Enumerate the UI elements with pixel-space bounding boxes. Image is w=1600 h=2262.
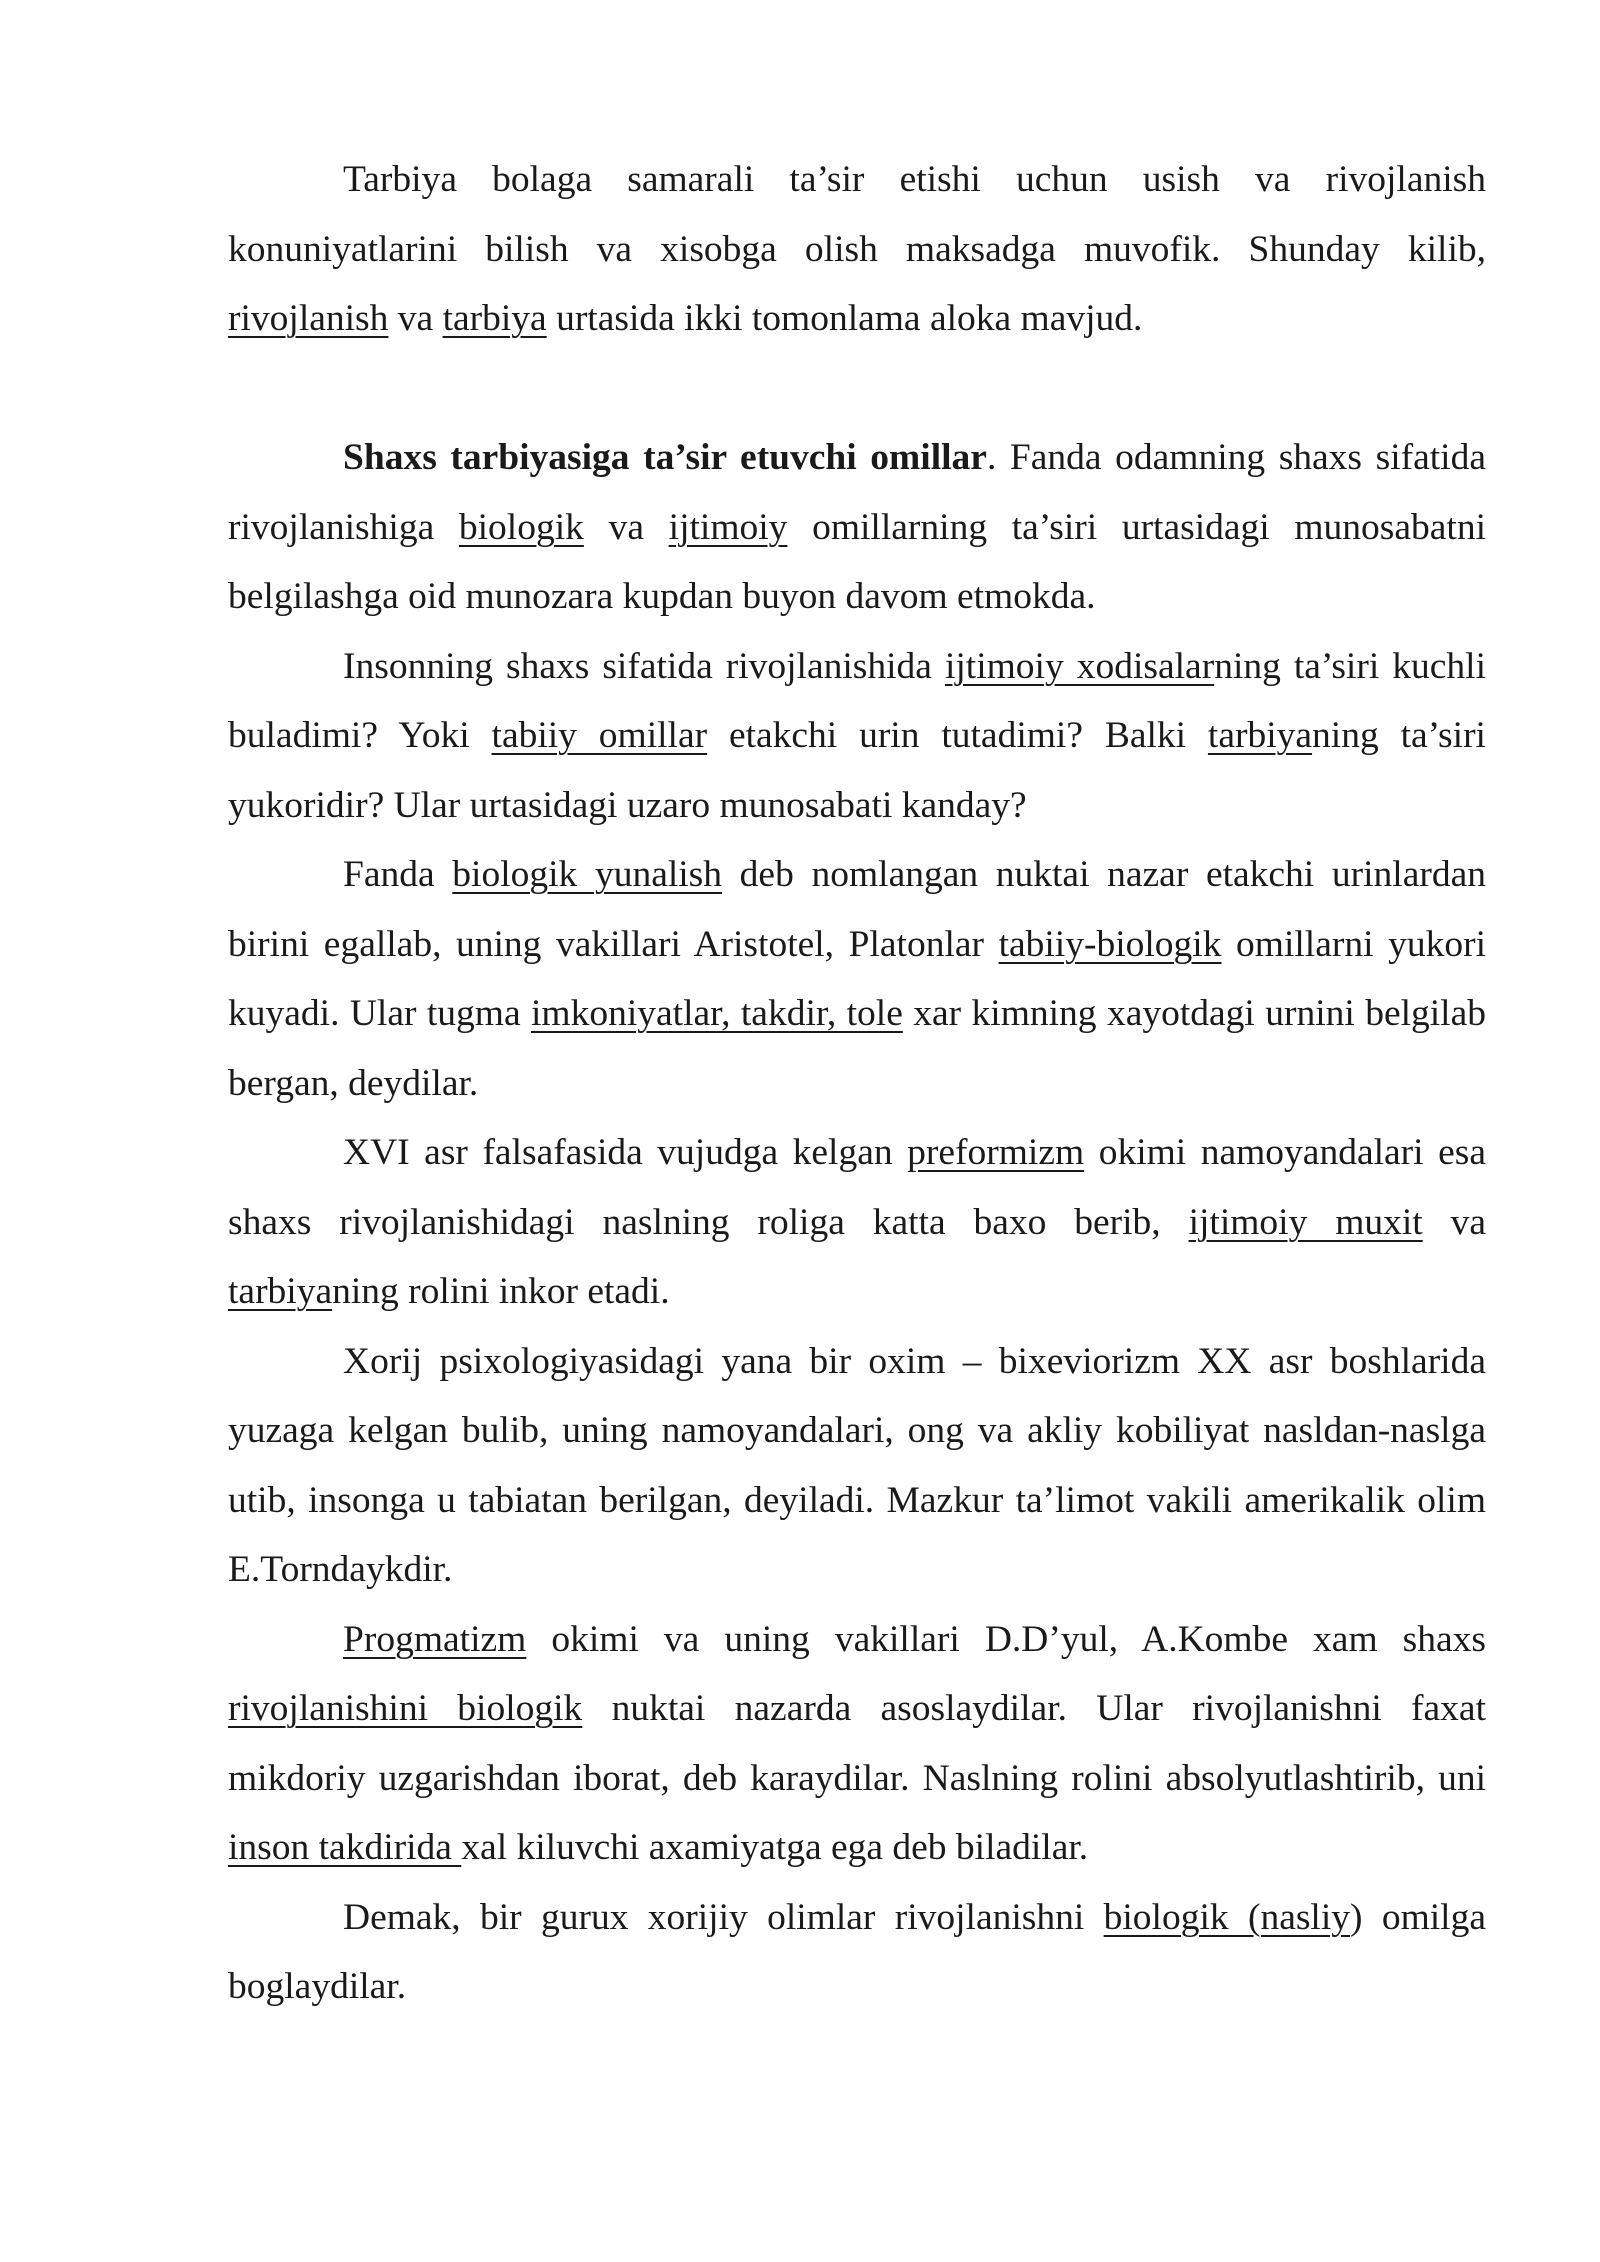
- underlined-term: ijtimoiy xodisalar: [944, 645, 1215, 687]
- underlined-term: biologik (nasliy: [1103, 1896, 1351, 1938]
- text-segment: XVI asr falsafasida vujudga kelgan: [343, 1132, 908, 1173]
- underlined-term: ijtimoiy muxit: [1188, 1201, 1423, 1243]
- text-segment: omillarning ta’siri urtasidagi munosabatni belgilashga oid munozara kupdan buyon davom etmokda.: [228, 506, 1486, 617]
- underlined-term: inson takdirida: [228, 1827, 462, 1868]
- underlined-term: tabiiy omillar: [491, 715, 708, 756]
- text-segment: va: [388, 298, 443, 339]
- underlined-term: biologik yunalish: [452, 854, 723, 895]
- underlined-term: tarbiya: [1207, 715, 1313, 756]
- underlined-term: preformizm: [907, 1132, 1085, 1173]
- text-segment: xal kiluvchi axamiyatga ega deb biladilar.: [461, 1827, 1089, 1868]
- paragraph: [228, 1605, 1486, 1883]
- text-segment: okimi va uning vakillari D.D’yul, A.Kombe xam shaxs: [526, 1618, 1486, 1660]
- bold-heading: Shaxs tarbiyasiga ta’sir etuvchi omillar: [343, 437, 987, 478]
- text-segment: Tarbiya bolaga samarali ta’sir etishi uchun usish va rivojlanish konuniyatlarini bilish va xisobga olish maksadga muvofik. Shunday kilib,: [228, 159, 1486, 270]
- text-segment: ning ta’siri kuchli buladimi? Yoki: [228, 645, 1486, 756]
- text-segment: etakchi urin tutadimi? Balki: [707, 715, 1208, 756]
- text-segment: Insonning shaxs sifatida rivojlanishida: [343, 645, 945, 687]
- underlined-term: rivojlanishini biologik: [228, 1688, 583, 1729]
- text-segment: deb nomlangan nuktai nazar etakchi urinlardan birini egallab, uning vakillari Aristotel, Platonlar: [228, 854, 1486, 965]
- document-page: [228, 145, 1486, 2022]
- text-segment: xar kimning xayotdagi urnini belgilab bergan, deydilar.: [228, 993, 1486, 1104]
- text-segment: Xorij psixologiyasidagi yana bir oxim – bixeviorizm XX asr boshlarida yuzaga kelgan bulib, uning namoyandalari, ong va akliy kobiliyat nasldan-naslga utib, insonga u tabiatan berilgan, deyiladi. Mazkur ta’limot vakili amerikalik olim E.Torndaykdir.: [228, 1340, 1486, 1590]
- text-segment: Fanda: [343, 854, 453, 895]
- text-segment: ) omilga boglaydilar.: [228, 1896, 1486, 2007]
- text-segment: ning rolini inkor etadi.: [332, 1271, 670, 1312]
- underlined-term: ijtimoiy: [668, 506, 788, 548]
- text-segment: Demak, bir gurux xorijiy olimlar rivojlanishni: [343, 1896, 1104, 1938]
- underlined-term: biologik: [458, 506, 584, 548]
- paragraph: [228, 145, 1486, 354]
- text-segment: . Fanda odamning shaxs sifatida rivojlanishiga: [228, 437, 1486, 548]
- underlined-term: Progmatizm: [343, 1618, 527, 1660]
- paragraph: [228, 1327, 1486, 1605]
- paragraph: [228, 840, 1486, 1118]
- paragraph: [228, 423, 1486, 632]
- paragraph: [228, 1118, 1486, 1327]
- text-segment: urtasida ikki tomonlama aloka mavjud.: [546, 298, 1143, 339]
- text-segment: nuktai nazarda asoslaydilar. Ular rivojlanishni faxat mikdoriy uzgarishdan iborat, deb karaydilar. Naslning rolini absolyutlashtirib, uni: [228, 1688, 1486, 1799]
- underlined-term: tabiiy-biologik: [998, 923, 1222, 965]
- underlined-term: tarbiya: [442, 298, 547, 339]
- text-segment: okimi namoyandalari esa shaxs rivojlanishidagi naslning roliga katta baxo berib,: [228, 1132, 1486, 1243]
- text-segment: va: [583, 506, 669, 548]
- text-segment: va: [1422, 1201, 1486, 1243]
- underlined-term: imkoniyatlar, takdir, tole: [531, 993, 903, 1034]
- underlined-term: tarbiya: [228, 1271, 333, 1312]
- text-segment: omillarni yukori kuyadi. Ular tugma: [228, 923, 1486, 1034]
- underlined-term: rivojlanish: [228, 298, 389, 339]
- paragraph: [228, 1883, 1486, 2022]
- paragraph: [228, 632, 1486, 841]
- text-segment: ning ta’siri yukoridir? Ular urtasidagi uzaro munosabati kanday?: [228, 715, 1486, 826]
